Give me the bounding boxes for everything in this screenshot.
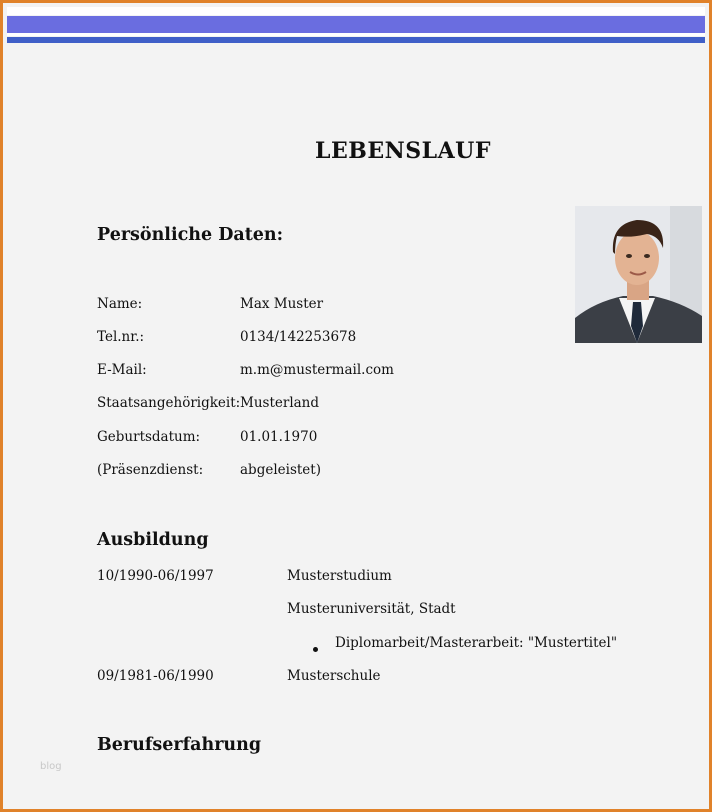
header-stripe — [7, 16, 705, 33]
profile-photo — [575, 206, 702, 343]
education-title-2: Musterschule — [287, 668, 381, 684]
header-stripe-top — [7, 7, 705, 15]
education-date-1: 10/1990-06/1997 — [97, 568, 214, 584]
experience-heading: Berufserfahrung — [97, 735, 262, 755]
name-value: Max Muster — [240, 296, 324, 312]
education-heading: Ausbildung — [97, 530, 209, 550]
education-title-1: Musterstudium — [287, 568, 392, 584]
email-value: m.m@mustermail.com — [240, 362, 394, 378]
service-value: abgeleistet) — [240, 462, 321, 478]
personal-data-heading: Persönliche Daten: — [97, 225, 284, 245]
watermark: blog — [40, 761, 62, 772]
header-stripe-thin — [7, 37, 705, 43]
document-title: LEBENSLAUF — [315, 138, 491, 164]
birthdate-value: 01.01.1970 — [240, 429, 318, 445]
email-label: E-Mail: — [97, 362, 147, 378]
name-label: Name: — [97, 296, 143, 312]
phone-label: Tel.nr.: — [97, 329, 145, 345]
phone-value: 0134/142253678 — [240, 329, 357, 345]
bullet-icon — [313, 647, 318, 652]
education-detail-1: Musteruniversität, Stadt — [287, 601, 456, 617]
thesis-bullet: Diplomarbeit/Masterarbeit: "Mustertitel" — [335, 635, 618, 651]
education-date-2: 09/1981-06/1990 — [97, 668, 214, 684]
nationality-value: Musterland — [240, 395, 320, 411]
portrait-image — [575, 206, 702, 343]
header-stripe-gap — [7, 33, 705, 36]
service-label: (Präsenzdienst: — [97, 462, 204, 478]
birthdate-label: Geburtsdatum: — [97, 429, 201, 445]
nationality-label: Staatsangehörigkeit: — [97, 395, 241, 411]
